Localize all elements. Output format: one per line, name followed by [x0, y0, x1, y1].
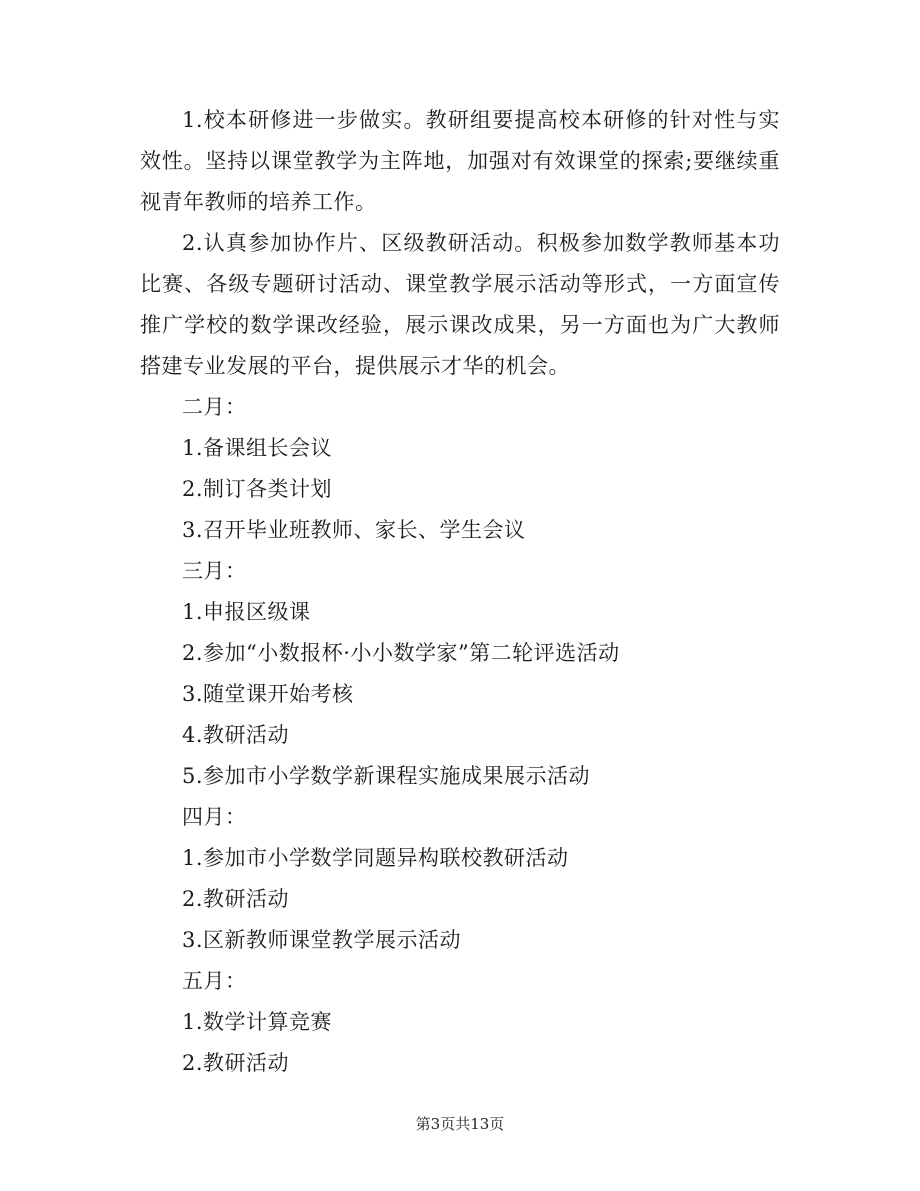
list-item: 5.参加市小学数学新课程实施成果展示活动: [182, 764, 591, 788]
document-body: [140, 100, 780, 1084]
paragraph-district-activities: 2.认真参加协作片、区级教研活动。积极参加数学教师基本功比赛、各级专题研讨活动、课堂教学展示活动等形式，一方面宣传推广学校的数学课改经验，展示课改成果，另一方面也为广大教师搭建专业发展的平台，提供展示才华的机会。: [140, 231, 780, 378]
list-item: 1.备课组长会议: [182, 436, 333, 460]
list-item: 3.召开毕业班教师、家长、学生会议: [182, 518, 526, 542]
paragraph-school-research: 1.校本研修进一步做实。教研组要提高校本研修的针对性与实效性。坚持以课堂教学为主阵地，加强对有效课堂的探索;要继续重视青年教师的培养工作。: [140, 108, 780, 214]
page-number-footer: 第3页共13页: [415, 1115, 505, 1133]
list-item: 2.教研活动: [182, 887, 290, 911]
list-item: 3.区新教师课堂教学展示活动: [182, 928, 462, 952]
month-heading-may: 五月：: [182, 969, 247, 993]
list-item: 1.数学计算竞赛: [182, 1010, 333, 1034]
list-item: 1.申报区级课: [182, 600, 311, 624]
list-item: 2.制订各类计划: [182, 477, 333, 501]
month-heading-february: 二月：: [182, 395, 247, 419]
month-heading-march: 三月：: [182, 559, 247, 583]
list-item: 3.随堂课开始考核: [182, 682, 354, 706]
month-heading-april: 四月：: [182, 805, 247, 829]
list-item: 2.教研活动: [182, 1051, 290, 1075]
list-item: 4.教研活动: [182, 723, 290, 747]
list-item: 2.参加“小数报杯·小小数学家”第二轮评选活动: [182, 641, 620, 665]
list-item: 1.参加市小学数学同题异构联校教研活动: [182, 846, 569, 870]
